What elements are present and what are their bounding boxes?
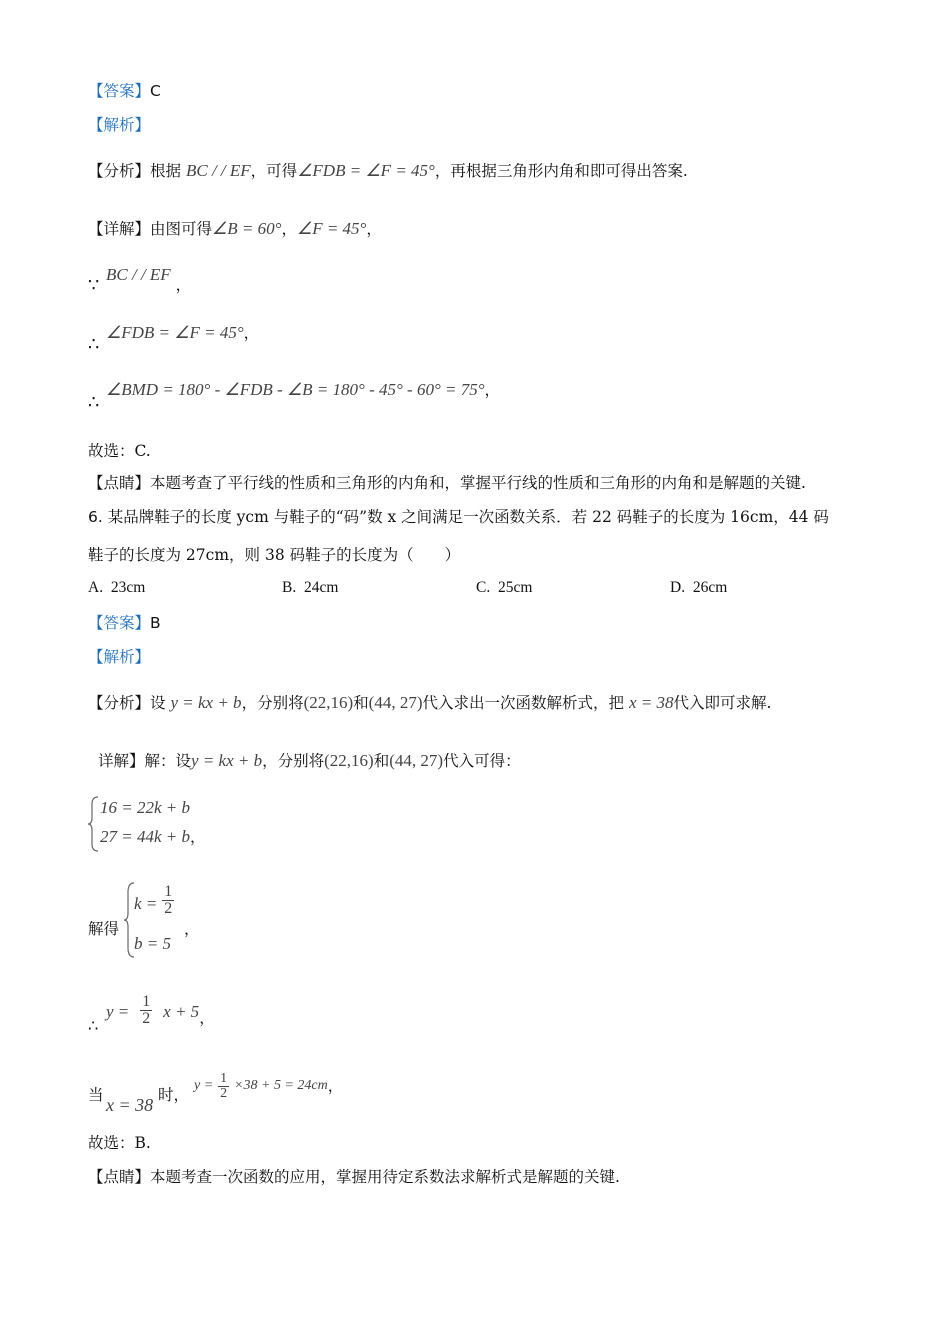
q5-fenxi-math-1: BC / / EF [185, 161, 251, 180]
when-y: y = [194, 1077, 214, 1093]
q6-xiangjie-math-1: y = kx + b [191, 751, 263, 770]
q6-answer-line [88, 612, 161, 634]
result-rest: x + 5 [163, 1001, 200, 1021]
q5-step3-end: ， [484, 381, 501, 399]
q5-dianjing-line [88, 472, 806, 494]
result-line [106, 994, 215, 1027]
q5-fenxi-text-3: ，再根据三角形内角和即可得出答案. [434, 162, 688, 180]
q5-fenxi-text-1: 根据 [150, 162, 182, 180]
q6-choose-line: 故选：B. [88, 1134, 151, 1152]
q6-xiangjie-tag: 详解】 [98, 752, 145, 770]
q6-xiangjie-line [98, 750, 521, 772]
when-y-line [194, 1072, 343, 1101]
q6-option-d [670, 579, 727, 597]
q6-number: 6. [88, 508, 103, 526]
q5-analysis-label: 【解析】 [88, 116, 151, 134]
q6-option-c-text: 25cm [497, 579, 533, 596]
solve-b-line [134, 933, 171, 955]
q5-xiangjie-math-1: ∠B = 60° [212, 219, 282, 238]
q6-fenxi-line [88, 692, 771, 714]
q5-analysis-tag [88, 114, 150, 136]
q6-option-c-letter: C. [476, 579, 491, 596]
q6-dianjing-tag: 【点睛】 [88, 1168, 151, 1186]
q5-fenxi-line [88, 160, 688, 182]
therefore-symbol-1: ∴ [88, 334, 100, 355]
q6-analysis-tag [88, 646, 150, 668]
solve-k-text: k = [134, 893, 158, 913]
q6-stem-line-1 [88, 506, 829, 528]
result-end: ， [199, 1008, 215, 1027]
q6-option-b-letter: B. [282, 579, 297, 596]
system-brace-1 [88, 796, 100, 852]
q5-step2-line [106, 322, 259, 344]
q5-dianjing-text: 本题考查了平行线的性质和三角形的内角和，掌握平行线的性质和三角形的内角和是解题的关键. [150, 474, 806, 492]
solve-b-text: b = 5 [134, 934, 171, 953]
q6-xiangjie-text-1: 解：设 [144, 752, 192, 770]
when-label: 当 [88, 1086, 104, 1104]
q6-answer-value: B [150, 614, 161, 632]
q6-fenxi-math-1: y = kx + b [170, 693, 242, 712]
q5-xiangjie-tag: 【详解】 [88, 220, 151, 238]
q5-step1-end: ， [175, 276, 192, 294]
q5-choose-line: 故选：C. [88, 442, 151, 460]
q6-option-b [282, 579, 338, 597]
q5-answer-value: C [150, 82, 161, 100]
q6-fenxi-tag: 【分析】 [88, 694, 151, 712]
q6-fenxi-math-2: (22,16) [303, 693, 354, 712]
q6-dianjing-text: 本题考查一次函数的应用，掌握用待定系数法求解析式是解题的关键. [150, 1168, 620, 1186]
q6-option-a [88, 579, 145, 597]
q5-xiangjie-math-2: ∠F = 45° [296, 219, 367, 238]
when-math-text: x = 38 [106, 1095, 154, 1115]
solve-k-fraction [162, 884, 174, 917]
q6-stem-text-1: 某品牌鞋子的长度 ycm 与鞋子的“码”数 x 之间满足一次函数关系．若 22 码鞋子的长度为 16cm，44 码 [107, 508, 829, 526]
q6-stem-line-2: 鞋子的长度为 27cm，则 38 码鞋子的长度为（ ） [88, 546, 461, 564]
q6-fenxi-math-3: (44, 27) [368, 693, 423, 712]
q5-xiangjie-line [88, 218, 382, 240]
q6-fenxi-math-4: x = 38 [628, 693, 674, 712]
when-numerator: 1 [220, 1071, 228, 1086]
when-denominator: 2 [220, 1086, 228, 1101]
q6-xiangjie-text-2: ，分别将 [262, 752, 325, 770]
q6-fenxi-text-5: 代入即可求解. [673, 694, 772, 712]
q5-fenxi-text-2: ，可得 [250, 162, 298, 180]
q6-fenxi-text-1: 设 [150, 694, 166, 712]
when-rest: ×38 + 5 = 24cm [234, 1077, 328, 1093]
q6-xiangjie-text-3: 和 [373, 752, 390, 770]
q6-option-b-text: 24cm [303, 579, 339, 596]
q5-fenxi-math-2: ∠FDB = ∠F = 45° [297, 161, 435, 180]
system-eq-1-text: 16 = 22k + b [100, 798, 190, 817]
when-math [106, 1094, 153, 1117]
q5-xiangjie-end: ， [366, 220, 382, 238]
solve-label: 解得 [88, 920, 120, 938]
q5-step1-math: BC / / EF [106, 265, 171, 284]
q6-option-d-letter: D. [670, 579, 686, 596]
therefore-symbol-2: ∴ [88, 392, 100, 413]
system-eq-1 [100, 797, 190, 819]
q6-option-a-text: 23cm [110, 579, 146, 596]
q6-fenxi-text-3: 和 [353, 694, 369, 712]
q6-fenxi-text-4: 代入求出一次函数解析式，把 [422, 694, 625, 712]
solve-end: ， [184, 920, 200, 938]
q6-xiangjie-math-2: (22,16) [324, 751, 374, 770]
q5-answer-tag: 【答案】 [88, 82, 151, 100]
q5-xiangjie-sep: ， [281, 220, 297, 238]
system-eq-2 [100, 826, 206, 848]
q5-step2-math: ∠FDB = ∠F = 45° [106, 323, 244, 342]
q5-fenxi-tag: 【分析】 [88, 162, 151, 180]
because-symbol-1: ∵ [88, 275, 100, 296]
when-text: 时， [158, 1086, 190, 1104]
q5-dianjing-tag: 【点睛】 [88, 474, 151, 492]
when-fraction [218, 1072, 229, 1101]
solve-k-line [134, 884, 174, 917]
when-end: ， [327, 1076, 344, 1095]
q6-xiangjie-text-4: 代入可得： [443, 752, 521, 770]
q6-xiangjie-math-3: (44, 27) [389, 751, 444, 770]
result-y: y = [106, 1001, 130, 1021]
q5-xiangjie-text: 由图可得 [150, 220, 213, 238]
q5-step3-line [106, 379, 500, 401]
system-end: ， [190, 828, 206, 846]
solve-k-numerator: 1 [164, 883, 173, 900]
q6-option-c [476, 579, 532, 597]
result-denominator: 2 [142, 1010, 151, 1027]
q6-analysis-label: 【解析】 [88, 648, 151, 666]
q6-fenxi-text-2: ，分别将 [241, 694, 304, 712]
result-fraction [140, 994, 152, 1027]
therefore-symbol-3: ∴ [88, 1016, 99, 1035]
q6-option-a-letter: A. [88, 579, 104, 596]
q6-answer-tag: 【答案】 [88, 614, 151, 632]
result-numerator: 1 [142, 993, 151, 1010]
q6-option-d-text: 26cm [692, 579, 728, 596]
q6-dianjing-line [88, 1166, 620, 1188]
q5-step2-end: ， [243, 324, 260, 342]
q5-step1-line [106, 264, 192, 294]
system-eq-2-text: 27 = 44k + b [100, 827, 190, 846]
q5-answer-line [88, 80, 161, 102]
solve-k-denominator: 2 [164, 900, 173, 917]
q5-step3-math: ∠BMD = 180° - ∠FDB - ∠B = 180° - 45° - 60° = 75° [106, 380, 485, 399]
